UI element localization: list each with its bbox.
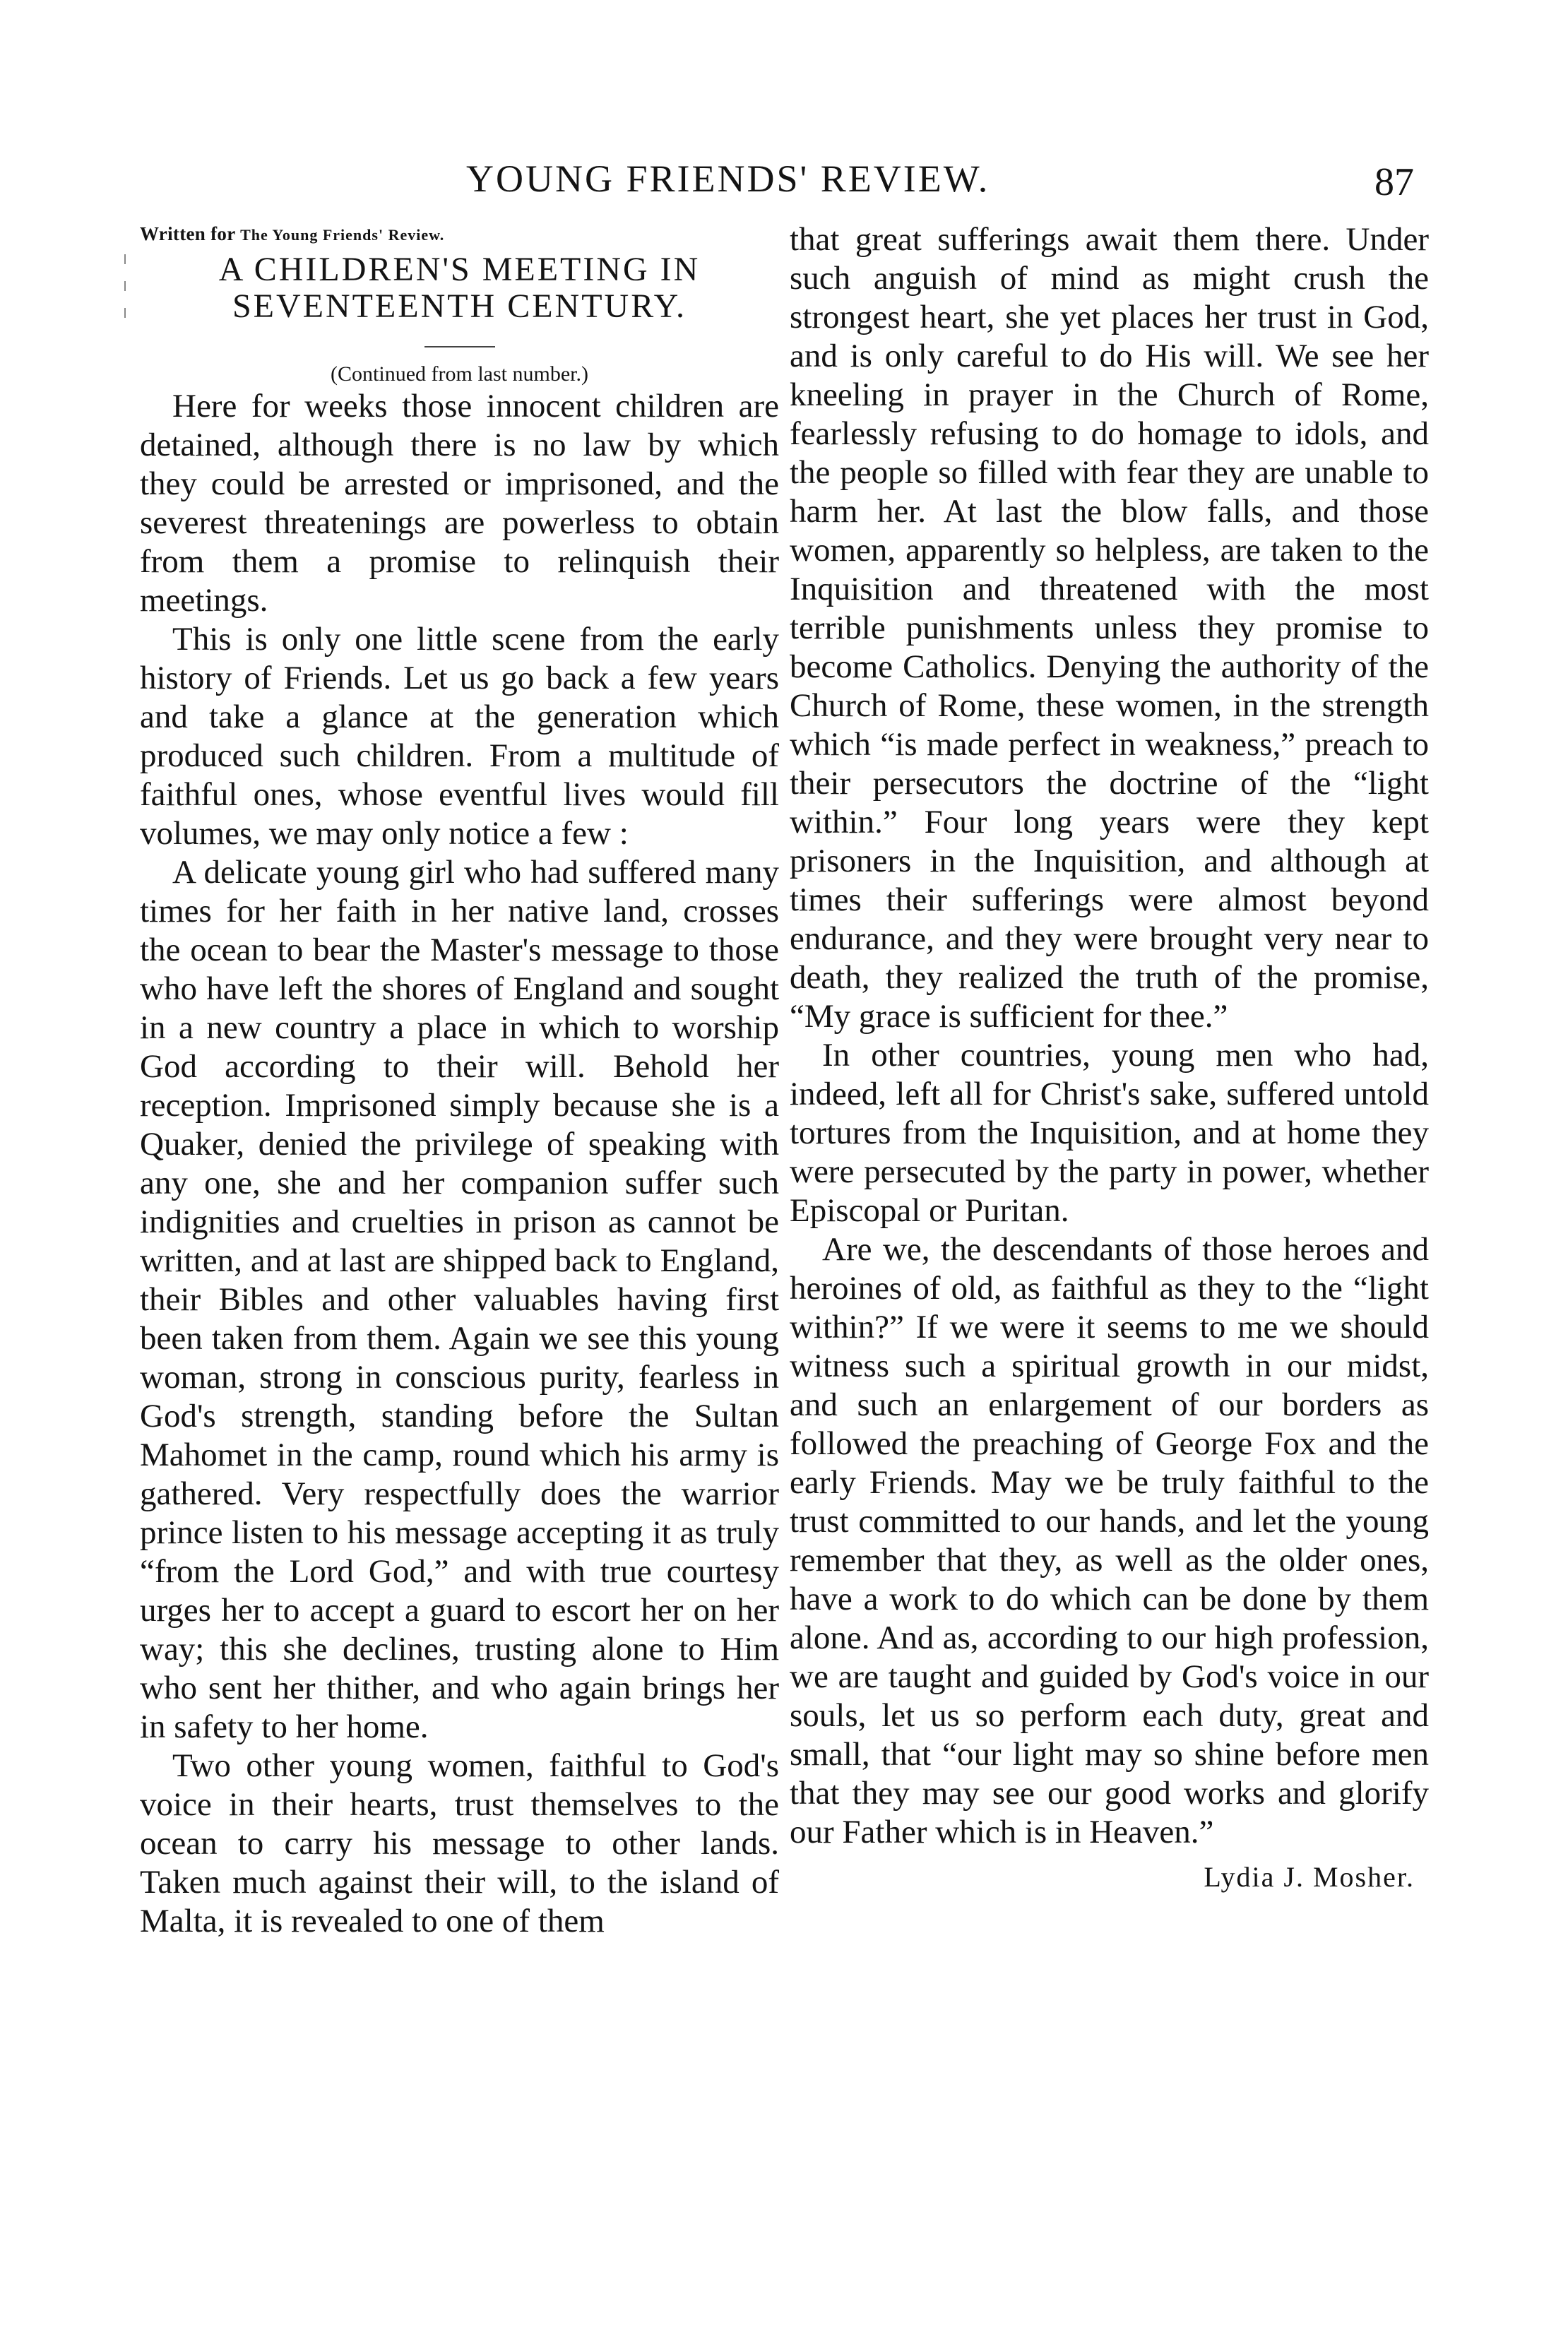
byline-note — [140, 220, 779, 249]
paragraph: A delicate young girl who had suffered many times for her faith in her native land, crosses the ocean to bear the Master's message to those who have left the shores of England and sought in a new country a place in which to worship God according to their will. Behold her reception. Imprisoned simply because she is a Quaker, denied the privilege of speaking with any one, she and her companion suffer such indignities and cruelties in prison as cannot be written, and at last are shipped back to England, their Bibles and other valuables having first been taken from them. Again we see this young woman, strong in conscious purity, fearless in God's strength, standing before the Sultan Mahomet in the camp, round which his army is gathered. Very respectfully does the warrior prince listen to his message accepting it as truly “from the Lord God,” and with true courtesy urges her to accept a guard to escort her on her way; this she declines, trusting alone to Him who sent her thither, and who again brings her in safety to her home. — [140, 854, 779, 1745]
article-title: A CHILDREN'S MEETING IN SEVENTEENTH CENTURY. — [218, 251, 701, 325]
margin-marks — [124, 254, 127, 353]
title-rule — [424, 346, 495, 347]
left-column — [140, 220, 779, 1941]
author-signature: Lydia J. Mosher. — [1204, 1861, 1415, 1893]
page-number: 87 — [1374, 160, 1414, 204]
right-column — [790, 220, 1429, 1896]
paragraph-continuation: that great sufferings await them there. Under such anguish of mind as might crush the strongest heart, she yet places her trust in God, and is only careful to do His will. We see her kneeling in prayer in the Church of Rome, fearlessly refusing to do homage to idols, and the people so filled with fear they are unable to harm her. At last the blow falls, and those women, apparently so helpless, are taken to the Inquisition and threatened with the most terrible punishments unless they promise to become Catholics. Denying the authority of the Church of Rome, these women, in the strength which “is made perfect in weakness,” preach to their persecutors the doctrine of the “light within.” Four long years were they kept prisoners in the Inquisition, and although at times their sufferings were almost beyond endurance, and they were brought very near to death, they realized the truth of the promise, “My grace is sufficient for thee.” — [790, 221, 1429, 1035]
paragraph: This is only one little scene from the early history of Friends. Let us go back a few years and take a glance at the generation which produced such children. From a multitude of faithful ones, whose eventful lives would fill volumes, we may only notice a few : — [140, 621, 779, 852]
running-head — [0, 157, 1568, 213]
paragraph: Here for weeks those innocent children are detained, although there is no law by which they could be arrested or imprisoned, and the severest threatenings are powerless to obtain from them a promise to relinquish their meetings. — [140, 388, 779, 619]
paragraph: In other countries, young men who had, indeed, left all for Christ's sake, suffered untold tortures from the Inquisition, and at home they were persecuted by the party in power, whether Episcopal or Puritan. — [790, 1037, 1429, 1229]
continued-note: (Continued from last number.) — [331, 362, 588, 386]
running-title: YOUNG FRIENDS' REVIEW. — [466, 157, 990, 200]
byline-publication: The Young Friends' Review. — [240, 226, 445, 244]
byline-prefix: Written for — [140, 223, 241, 244]
paragraph: Two other young women, faithful to God's voice in their hearts, trust themselves to the ocean to carry his message to other lands. Taken much against their will, to the island of Malta, it is revealed to one of them — [140, 1747, 779, 1939]
paragraph: Are we, the descendants of those heroes and heroines of old, as faithful as they to the “light within?” If we were it seems to me we should witness such a spiritual growth in our midst, and such an enlargement of our borders as followed the preaching of George Fox and the early Friends. May we be truly faithful to the trust committed to our hands, and let the young remember that they, as well as the older ones, have a work to do which can be done by them alone. And as, according to our high profession, we are taught and guided by God's voice in our souls, let us so perform each duty, great and small, that “our light may so shine before men that they may see our good works and glorify our Father which is in Heaven.” — [790, 1231, 1429, 1850]
